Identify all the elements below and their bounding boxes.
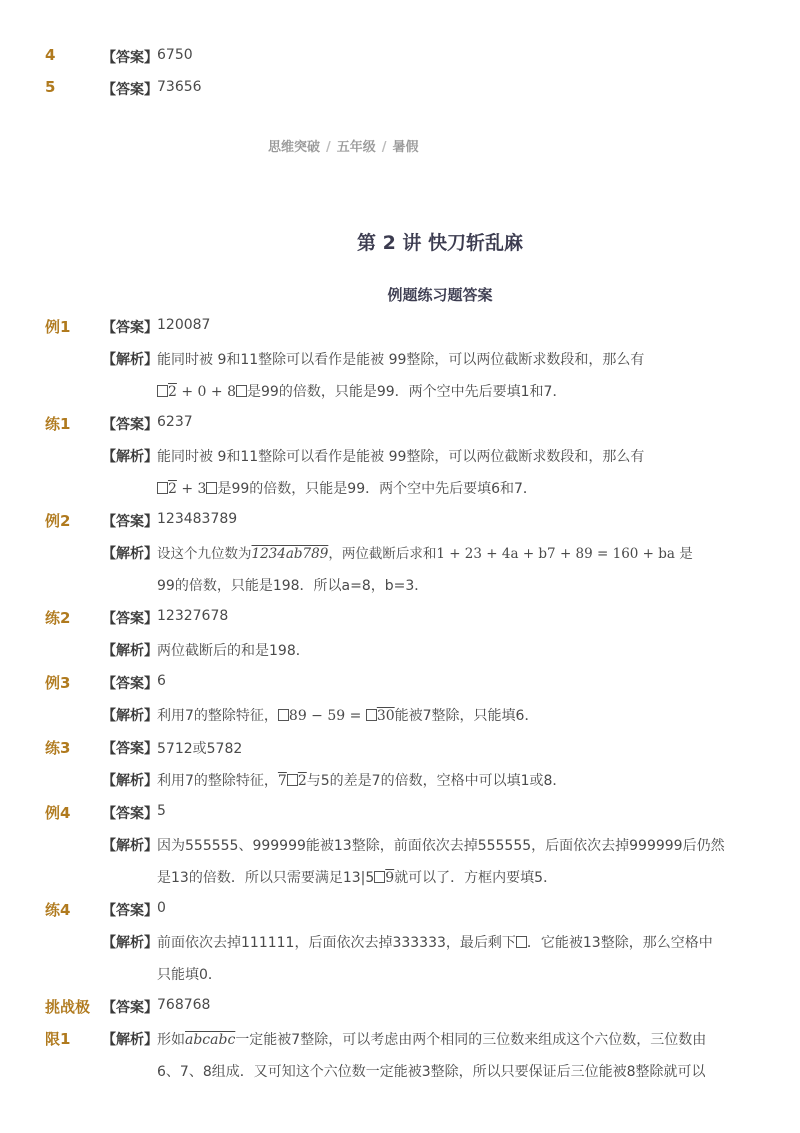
analysis-line: 因为555555、999999能被13整除，前面依次去掉555555，后面依次去掉999999后仍然	[157, 838, 725, 854]
blank-box	[366, 709, 377, 721]
item-number-lian4: 练4	[45, 901, 71, 919]
analysis-text: 是99的倍数，只能是99．两个空中先后要填1和7．	[247, 384, 567, 400]
analysis-tag: 【解析】	[102, 546, 158, 562]
answer-value: 5	[157, 803, 166, 819]
analysis-line: 是13的倍数．所以只需要满足13|5 9就可以了．方框内要填5．	[157, 870, 558, 886]
answer-value: 12327678	[157, 608, 229, 624]
answer-tag: 【答案】	[102, 741, 158, 757]
breadcrumb-separator: /	[326, 140, 331, 155]
blank-box	[206, 482, 217, 494]
analysis-line: 6、7、8组成．又可知这个六位数一定能被3整除，所以只要保证后三位能被8整除就可以	[157, 1064, 706, 1080]
answer-tag: 【答案】	[102, 1000, 158, 1016]
item-number-lian2: 练2	[45, 609, 71, 627]
analysis-line	[157, 381, 566, 401]
analysis-tag: 【解析】	[102, 838, 158, 854]
blank-box-overline	[206, 481, 217, 497]
math-expression: 30	[366, 708, 395, 724]
answer-tag: 【答案】	[102, 611, 158, 627]
breadcrumb-grade: 五年级	[336, 140, 376, 155]
answer-value: 120087	[157, 317, 211, 333]
blank-box	[287, 774, 298, 786]
analysis-line: 前面依次去掉111111，后面依次去掉333333，最后剩下 ．它能被13整除，那么空格中	[157, 935, 713, 951]
answer-tag: 【答案】	[102, 50, 158, 66]
answer-value: 6750	[157, 47, 193, 63]
item-number-4: 4	[45, 46, 56, 64]
item-number-lian3: 练3	[45, 739, 71, 757]
analysis-line: 能同时被 9和11整除可以看作是能被 99整除，可以两位截断求数段和，那么有	[157, 352, 645, 368]
analysis-line: 能同时被 9和11整除可以看作是能被 99整除，可以两位截断求数段和，那么有	[157, 449, 645, 465]
item-number-li1: 例1	[45, 318, 71, 336]
blank-box	[516, 936, 527, 948]
analysis-line: 99的倍数，只能是198．所以a=8，b=3．	[157, 578, 429, 594]
item-number-5: 5	[45, 78, 56, 96]
analysis-line: 只能填0．	[157, 967, 222, 983]
math-expression: + 0 + 8	[176, 384, 236, 400]
answer-value: 768768	[157, 997, 211, 1013]
blank-box-overline	[278, 708, 289, 724]
answer-value: 0	[157, 900, 166, 916]
item-number-li3: 例3	[45, 674, 71, 692]
math-expression: 1 + 23 + 4a + b7 + 89 = 160 + ba	[436, 546, 675, 562]
answer-value: 6	[157, 673, 166, 689]
analysis-tag: 【解析】	[102, 708, 158, 724]
section-title: 例题练习题答案	[387, 286, 493, 304]
answer-value: 73656	[157, 79, 202, 95]
item-number-li2: 例2	[45, 512, 71, 530]
math-expression: 7 2	[277, 773, 307, 789]
analysis-line: 设这个九位数为1234ab789，两位截断后求和1 + 23 + 4a + b7 + 89 = 160 + ba 是	[157, 546, 693, 562]
math-expression: 2	[157, 481, 177, 497]
answer-tag: 【答案】	[102, 806, 158, 822]
breadcrumb-course: 思维突破	[268, 140, 321, 155]
answer-tag: 【答案】	[102, 82, 158, 98]
analysis-tag: 【解析】	[102, 773, 158, 789]
math-expression: abcabc	[185, 1032, 236, 1048]
analysis-line: 利用7的整除特征， 89 − 59 = 30能被7整除，只能填6．	[157, 708, 539, 724]
blank-box	[374, 871, 385, 883]
answer-value: 6237	[157, 414, 193, 430]
lecture-title: 第 2 讲 快刀斩乱麻	[356, 232, 524, 254]
analysis-tag: 【解析】	[102, 449, 158, 465]
analysis-tag: 【解析】	[102, 935, 158, 951]
answer-tag: 【答案】	[102, 676, 158, 692]
blank-box	[157, 385, 168, 397]
answer-tag: 【答案】	[102, 903, 158, 919]
answer-tag: 【答案】	[102, 320, 158, 336]
blank-box	[157, 482, 168, 494]
analysis-line	[157, 478, 537, 498]
analysis-line: 形如abcabc一定能被7整除，可以考虑由两个相同的三位数来组成这个六位数，三位数由	[157, 1032, 707, 1048]
analysis-line: 利用7的整除特征，7 2与5的差是7的倍数，空格中可以填1或8．	[157, 773, 567, 789]
blank-box	[236, 385, 247, 397]
breadcrumb-term: 暑假	[392, 140, 419, 155]
math-expression: 1234ab789	[251, 546, 329, 562]
blank-box	[278, 709, 289, 721]
answer-tag: 【答案】	[102, 417, 158, 433]
math-expression: 9	[374, 870, 394, 886]
math-expression: + 3	[176, 481, 207, 497]
item-number-li4: 例4	[45, 804, 71, 822]
item-number-lian1: 练1	[45, 415, 71, 433]
answer-value: 123483789	[157, 511, 238, 527]
analysis-tag: 【解析】	[102, 1032, 158, 1048]
breadcrumb-separator: /	[381, 140, 387, 155]
answer-tag: 【答案】	[102, 514, 158, 530]
breadcrumb	[268, 136, 419, 155]
math-expression: 2	[157, 384, 177, 400]
analysis-tag: 【解析】	[102, 352, 158, 368]
item-number-challenge-cont: 限1	[45, 1030, 71, 1048]
blank-box-overline	[236, 384, 247, 400]
analysis-tag: 【解析】	[102, 643, 158, 659]
item-number-challenge: 挑战极	[45, 998, 91, 1016]
answer-value: 5712或5782	[157, 741, 243, 757]
math-expression: 89 − 59 =	[288, 708, 366, 724]
analysis-line: 两位截断后的和是198．	[157, 643, 310, 659]
analysis-text: 是99的倍数，只能是99．两个空中先后要填6和7．	[217, 481, 537, 497]
